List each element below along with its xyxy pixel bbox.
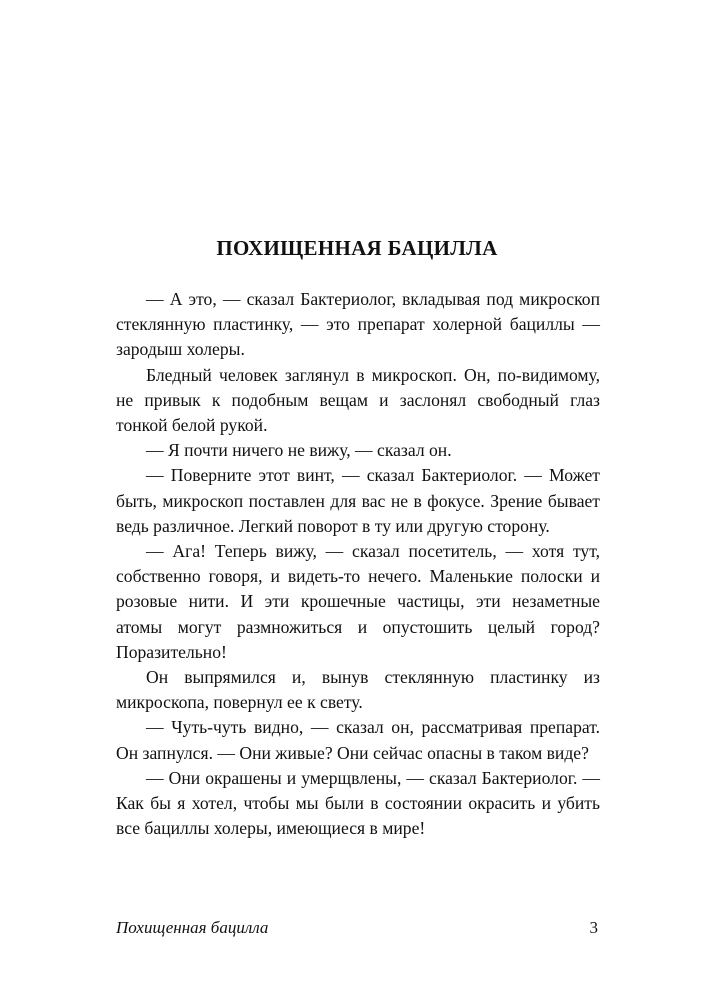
paragraph: Бледный человек заглянул в микроскоп. Он, по-видимому, не привык к подобным вещам и заслонял свободный глаз тонкой белой рукой. bbox=[116, 364, 600, 436]
chapter-body bbox=[116, 287, 600, 841]
chapter-title: ПОХИЩЕННАЯ БАЦИЛЛА bbox=[216, 236, 498, 260]
paragraph: — Они окрашены и умерщвлены, — сказал Бактериолог. — Как бы я хотел, чтобы мы были в состоянии окрасить и убить все бациллы холеры, имеющиеся в мире! bbox=[116, 767, 600, 839]
paragraph: Он выпрямился и, вынув стеклянную пластинку из микроскопа, повернул ее к свету. bbox=[116, 667, 600, 713]
paragraph: — Чуть-чуть видно, — сказал он, рассматривая препарат. Он запнулся. — Они живые? Они сейчас опасны в таком виде? bbox=[116, 717, 600, 763]
paragraph: — Поверните этот винт, — сказал Бактериолог. — Может быть, микроскоп поставлен для вас не в фокусе. Зрение бывает ведь различное. Легкий поворот в ту или другую сторону. bbox=[116, 465, 600, 536]
page-number: 3 bbox=[589, 918, 598, 937]
page-footer bbox=[116, 918, 600, 942]
paragraph: — Я почти ничего не вижу, — сказал он. bbox=[146, 440, 452, 461]
paragraph: — Ага! Теперь вижу, — сказал посетитель, — хотя тут, собственно говоря, и видеть-то нечего. Маленькие полоски и розовые нити. И эти крошечные частицы, эти незаметные атомы могут размножиться и опустошить целый город? Поразительно! bbox=[116, 541, 600, 662]
paragraph: — А это, — сказал Бактериолог, вкладывая под микроскоп стеклянную пластинку, — это препарат холерной бациллы — зародыш холеры. bbox=[116, 289, 600, 360]
running-title: Похищенная бацилла bbox=[116, 918, 269, 937]
